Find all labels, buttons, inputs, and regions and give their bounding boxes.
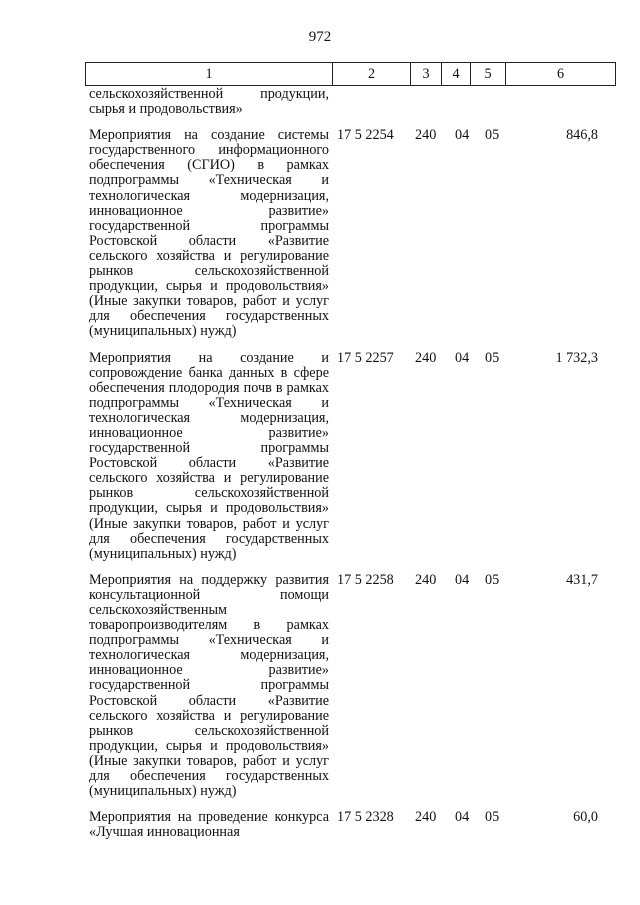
budget-table — [85, 62, 616, 851]
page-number: 972 — [308, 29, 332, 45]
row-target-code: 17 5 2254 — [337, 127, 394, 144]
header-col-4: 4 — [441, 63, 470, 85]
row-subsection: 05 — [485, 571, 500, 588]
row-amount: 846,8 — [566, 127, 598, 144]
table-row — [85, 573, 616, 799]
row-subsection: 05 — [485, 809, 500, 826]
table-row — [85, 128, 616, 339]
header-col-2: 2 — [332, 63, 410, 85]
row-subsection: 05 — [485, 127, 500, 144]
row-name: Мероприятия на создание системы государственного информационного обеспечения (СГИО) в рамках подпрограммы «Техническая и технологическая модернизация, инновационное развитие» государственной программы Ростовской области «Развитие сельского хозяйства и регулирование рынков сельскохозяйственной продукции, сырья и продовольствия» (Иные закупки товаров, работ и услуг для обеспечения государственных (муниципальных) нужд) — [89, 127, 329, 340]
row-target-code: 17 5 2257 — [337, 349, 394, 366]
row-target-code: 17 5 2258 — [337, 571, 394, 588]
row-section: 04 — [455, 571, 470, 588]
row-name: сельскохозяйственной продукции, сырья и продовольствия» — [89, 86, 329, 118]
row-subsection: 05 — [485, 349, 500, 366]
header-col-1: 1 — [205, 66, 213, 82]
table-header — [85, 62, 616, 86]
header-col-3: 3 — [410, 63, 441, 85]
row-name: Мероприятия на проведение конкурса «Лучшая инновационная — [89, 809, 329, 841]
row-section: 04 — [455, 809, 470, 826]
row-expense-type: 240 — [415, 571, 437, 588]
row-amount: 431,7 — [566, 571, 598, 588]
header-col-5: 5 — [470, 63, 505, 85]
row-amount: 1 732,3 — [555, 349, 598, 366]
row-name: Мероприятия на создание и сопровождение банка данных в сфере обеспечения плодородия почв в рамках подпрограммы «Техническая и технологическая модернизация, инновационное развитие» государственной программы Ростовской области «Развитие сельского хозяйства и регулирование рынков сельскохозяйственной продукции, сырья и продовольствия» (Иные закупки товаров, работ и услуг для обеспечения государственных (муниципальных) нужд) — [89, 349, 329, 562]
table-row-continuation — [85, 87, 616, 117]
row-amount: 60,0 — [573, 809, 598, 826]
row-expense-type: 240 — [415, 127, 437, 144]
table-row — [85, 810, 616, 840]
row-expense-type: 240 — [415, 349, 437, 366]
row-section: 04 — [455, 127, 470, 144]
row-target-code: 17 5 2328 — [337, 809, 394, 826]
row-section: 04 — [455, 349, 470, 366]
row-expense-type: 240 — [415, 809, 437, 826]
table-row — [85, 351, 616, 562]
row-name: Мероприятия на поддержку развития консультационной помощи сельскохозяйственным товаропроизводителям в рамках подпрограммы «Техническая и технологическая модернизация, инновационное развитие» государственной программы Ростовской области «Развитие сельского хозяйства и регулирование рынков сельскохозяйственной продукции, сырья и продовольствия» (Иные закупки товаров, работ и услуг для обеспечения государственных (муниципальных) нужд) — [89, 571, 329, 800]
header-col-6: 6 — [505, 63, 615, 85]
